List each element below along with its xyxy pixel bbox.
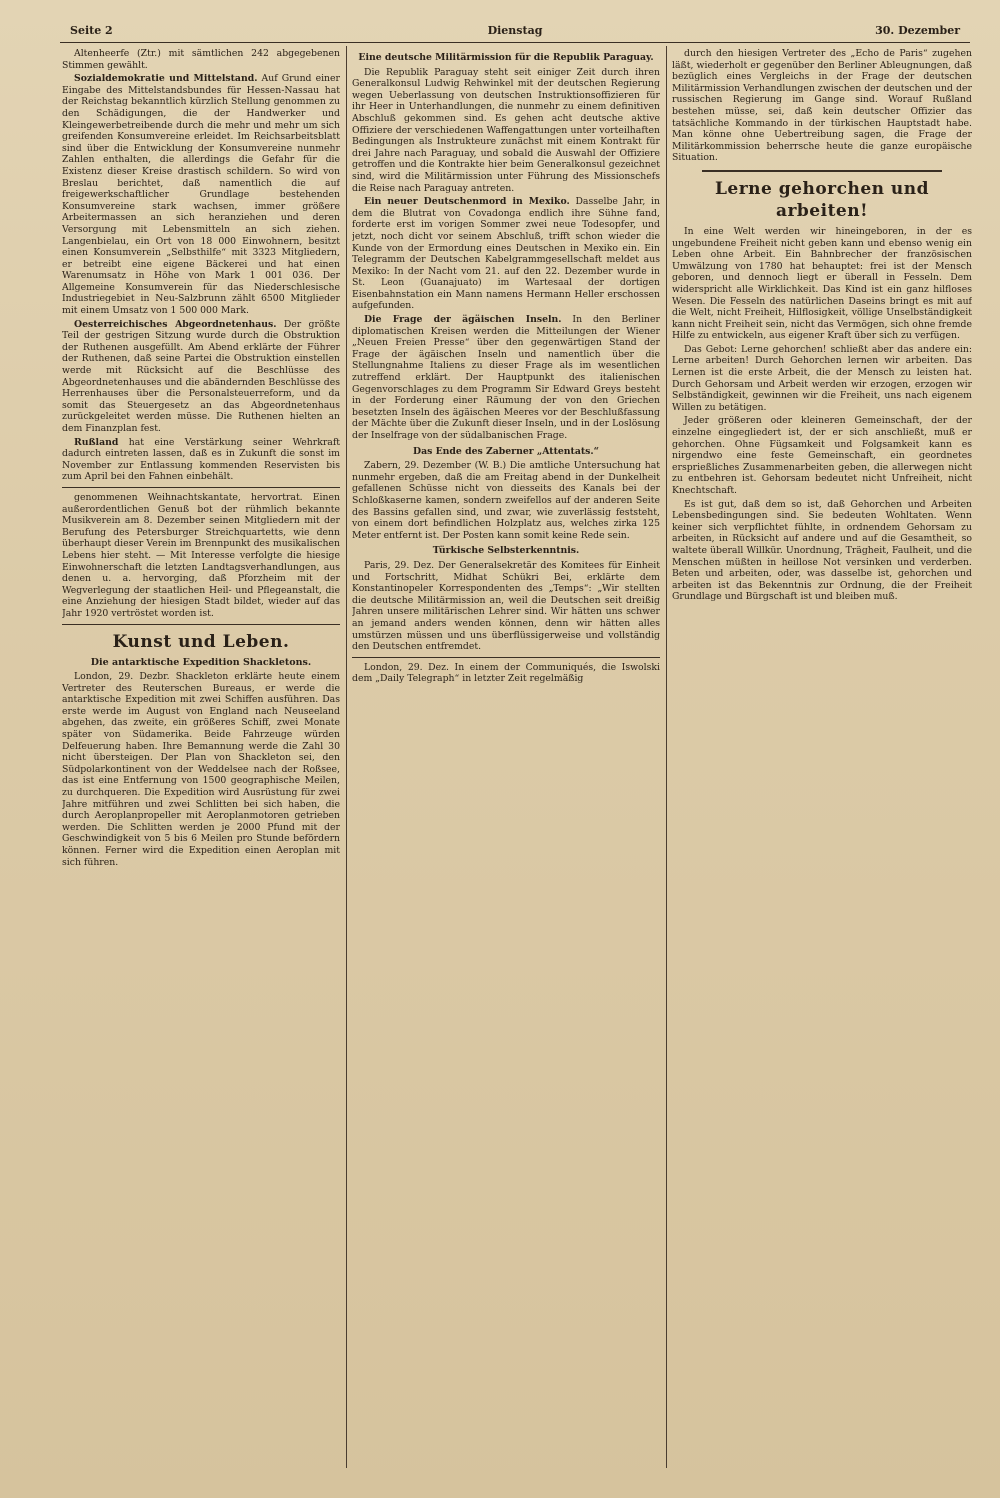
page-header [70,24,960,40]
article-text: Die Republik Paraguay steht seit einiger Zeit durch ihren Generalkonsul Ludwig Rehwinkel mit der deutschen Regierung wegen Ueberlassung von deutschen Instruktionsoffizieren für ihr Heer in Unterhandlungen, die nunmehr zu einem definitiven Abschluß gekommen sind. Es gehen acht deutsche aktive Offiziere der verschiedenen Waffengattungen unter vorteilhaften Bedingungen als Instrukteure zunächst mit einem Kontrakt für drei Jahre nach Paraguay, und sobald die Auswahl der Offiziere getroffen und die Kontrakte hier beim Generalkonsul gezeichnet sind, wird die Militärmission unter Führung des Missionschefs die Reise nach Paraguay antreten. [352,66,660,194]
section-title: Kunst und Leben. [112,631,290,652]
weekday: Dienstag [487,24,543,37]
article-heading: Das Ende des Zaberner „Attentats.“ [413,445,599,457]
date: 30. Dezember [875,24,960,37]
article-subtitle: Die antarktische Expedition Shackletons. [90,656,312,668]
article-body: Der größte Teil der gestrigen Sitzung wurde durch die Obstruktion der Ruthenen ausgefüllt. Am Abend erklärte der Führer der Ruthenen, daß seine Partei die Obstruktion einstellen werde mit Rücksicht auf die Beschlüsse des Abgeordnetenhauses und die abändernden Beschlüsse des Herrenhauses über die Personalsteuerreform, und da somit das Steuergesetz an das Abgeordnetenhaus zurückgeleitet werden müsse. Die Ruthenen hielten an dem Finanzplan fest. [62,318,340,434]
section-title: Lerne gehorchen und arbeiten! [714,178,930,221]
separator [352,657,660,658]
article-text [352,314,660,442]
article-heading: Eine deutsche Militärmission für die Republik Paraguay. [358,52,654,63]
separator [62,624,340,625]
article-text [352,196,660,312]
column-3 [672,48,972,1458]
article-text [62,437,340,483]
column-2 [352,48,660,1458]
separator [702,170,942,172]
article-text: genommenen Weihnachtskantate, hervortrat. Einen außerordentlichen Genuß bot der rühmlich bekannte Musikverein am 8. Dezember seinen Mitgliedern mit der Berufung des Petersburger Streichquartetts, wie denn überhaupt dieser Verein im Brennpunkt des musikalischen Lebens hier steht. — Mit Interesse verfolgte die hiesige Einwohnerschaft die letzten Landtagsverhandlungen, aus denen u. a. hervorging, daß Pforzheim mit der Wegverlegung der staatlichen Heil- und Pflegeanstalt, die eine Anziehung der hiesigen Stadt bildet, wieder auf das Jahr 1920 vertröstet worden ist. [62,491,340,619]
article-body: Auf Grund einer Eingabe des Mittelstandsbundes für Hessen-Nassau hat der Reichstag bekanntlich kürzlich Stellung genommen zu den Schädigungen, die der Handwerker und Kleingewerbetreibende durch die mehr und mehr um sich greifenden Konsumvereine erleidet. Im Reichsarbeitsblatt sind über die Entwicklung der Konsumvereine nunmehr Zahlen enthalten, die allerdings die Gefahr für die Existenz dieser Kreise drastisch schildern. So wird von Breslau berichtet, daß namentlich die auf freigewerkschaftlicher Grundlage bestehenden Konsumvereine stark wachsen, immer größere Arbeitermassen an sich heranziehen und deren Versorgung mit Lebensmitteln an sich ziehen. Langenbielau, ein Ort von 18 000 Einwohnern, besitzt einen Konsumverein „Selbsthilfe“ mit 3323 Mitgliedern, er betreibt eine eigene Bäckerei und hat einen Warenumsatz in Höhe von Mark 1 001 036. Der Allgemeine Konsumverein für das Niederschlesische Industriegebiet in Neu-Salzbrunn zählt 6500 Mitglieder mit einem Umsatz von 1 500 000 Mark. [62,73,340,317]
article-heading: Ein neuer Deutschenmord in Mexiko. [364,196,570,208]
article-text: Zabern, 29. Dezember (W. B.) Die amtliche Untersuchung hat nunmehr ergeben, daß die am Freitag abend in der Dunkelheit gefallenen Schüsse nicht von diesseits des Kanals bei der Schloßkaserne kamen, sondern zweifellos auf der anderen Seite des Bassins gefallen sind, und zwar, wie zuverlässig feststeht, von einem dort befindlichen Holzplatz aus, welches zirka 125 Meter entfernt ist. Der Posten kann somit keine Rede sein. [352,460,660,541]
page-number: Seite 2 [70,24,113,37]
article-text: London, 29. Dezbr. Shackleton erklärte heute einem Vertreter des Reuterschen Bureaus, er werde die antarktische Expedition mit zwei Schiffen ausführen. Das erste werde im August von England nach Neuseeland abgehen, das zweite, ein größeres Schiff, zwei Monate später von Südamerika. Beide Fahrzeuge würden Delfeuerung haben. Ihre Bemannung werde die Zahl 30 nicht übersteigen. Der Plan von Shackleton sei, den Südpolarkontinent von der Weddelsee nach der Roßsee, das ist eine Entfernung von 1500 geographische Meilen, zu durchqueren. Die Expedition wird Ausrüstung für zwei Jahre mitführen und zwei Schlitten bei sich haben, die durch Aeroplanpropeller mit Aeroplanmotoren getrieben werden. Die Schlitten werden je 2000 Pfund mit der Geschwindigkeit von 5 bis 6 Meilen pro Stunde befördern können. Ferner wird die Expedition einen Aeroplan mit sich führen. [62,671,340,868]
article-heading: Oesterreichisches Abgeordnetenhaus. [74,318,277,330]
article-text: Paris, 29. Dez. Der Generalsekretär des Komitees für Einheit und Fortschritt, Midhat Schükri Bei, erklärte dem Konstantinopeler Korrespondenten des „Temps“: „Wir stellten die deutsche Militärmission an, weil die Deutschen seit dreißig Jahren unsere militärischen Lehrer sind. Wir hätten uns schwer an jemand anders wenden können, denn wir hätten alles umstürzen müssen und uns überflüssigerweise und vollständig den Deutschen entfremdet. [352,559,660,653]
article-heading: Rußland [74,436,119,448]
article-heading: Die Frage der ägäischen Inseln. [364,314,562,326]
article-text: Jeder größeren oder kleineren Gemeinschaft, der der einzelne eingegliedert ist, der er sich anschließt, muß er gehorchen. Ohne Fügsamkeit und Folgsamkeit kann es nirgendwo eine feste Gemeinschaft, ein geordnetes ersprießliches Zusammenarbeiten geben, die allerwegen nicht zu entbehren ist. Gehorsam bedeutet nicht Unfreiheit, nicht Knechtschaft. [672,415,972,496]
article-text: Es ist gut, daß dem so ist, daß Gehorchen und Arbeiten Lebensbedingungen sind. Sie bedeuten Wohltaten. Wenn keiner sich verpflichtet fühlte, in ordnendem Gehorsam zu arbeiten, in Rücksicht auf andere und auf die Gesamtheit, so waltete überall Willkür. Unordnung, Trägheit, Faulheit, und die Menschen müßten in heillose Not versinken und verderben. Beten und arbeiten, oder, was dasselbe ist, gehorchen und arbeiten ist das Bekenntnis zur Ordnung, die der Freiheit Grundlage und Bürgschaft ist und bleiben muß. [672,498,972,603]
article-text: durch den hiesigen Vertreter des „Echo de Paris“ zugehen läßt, wiederholt er gegenüber den Berliner Ableugnungen, daß bezüglich eines Vergleichs in der Frage der deutschen Militärmission Verhandlungen zwischen der deutschen und der russischen Regierung im Gange sind. Worauf Rußland bestehen müsse, sei, daß kein deutscher Offizier das tatsächliche Kommando in der türkischen Hauptstadt habe. Man könne ohne Uebertreibung sagen, die Frage der Militärkommission beherrsche heute die ganze europäische Situation. [672,48,972,164]
article-text [62,73,340,316]
header-rule [60,42,970,43]
article-heading: Sozialdemokratie und Mittelstand. [74,73,258,85]
column-divider-2 [666,46,667,1468]
column-1 [62,48,340,1458]
article-text [62,319,340,435]
article-text: Das Gebot: Lerne gehorchen! schließt aber das andere ein: Lerne arbeiten! Durch Gehorchen lernen wir arbeiten. Das Lernen ist die erste Arbeit, die der Mensch zu leisten hat. Durch Gehorsam und Arbeit werden wir erzogen, erzogen wir Selbständigkeit, gewinnen wir die Freiheit, uns nach eigenem Willen zu betätigen. [672,343,972,413]
column-divider-1 [346,46,347,1468]
article-body: Dasselbe Jahr, in dem die Blutrat von Covadonga endlich ihre Sühne fand, forderte erst im vorigen Sommer zwei neue Todesopfer, und jetzt, noch dicht vor seinem Abschluß, trifft schon wieder die Kunde von der Ermordung eines Deutschen in Mexiko ein. Ein Telegramm der Deutschen Kabelgrammgesellschaft meldet aus Mexiko: In der Nacht vom 21. auf den 22. Dezember wurde in St. Leon (Guanajuato) im Wartesaal der dortigen Eisenbahnstation ein Mann namens Hermann Heller erschossen aufgefunden. [352,196,660,312]
article-text: Altenheerfe (Ztr.) mit sämtlichen 242 abgegebenen Stimmen gewählt. [62,48,340,71]
article-text: London, 29. Dez. In einem der Communiqués, die Iswolski dem „Daily Telegraph“ in letzter Zeit regelmäßig [352,661,660,685]
article-body: hat eine Verstärkung seiner Wehrkraft dadurch eintreten lassen, daß es in Zukunft die sonst im November zur Entlassung kommenden Reservisten bis zum April bei den Fahnen einbehält. [62,436,340,483]
separator [62,487,340,488]
article-heading: Türkische Selbsterkenntnis. [432,545,580,557]
article-body: In den Berliner diplomatischen Kreisen werden die Mitteilungen der Wiener „Neuen Freien Presse“ über den gegenwärtigen Stand der Frage der ägäischen Inseln und namentlich über die Stellungnahme Italiens zu dieser Frage als im wesentlichen zutreffend erklärt. Der Hauptpunkt des italienischen Gegenvorschlages zu dem Programm Sir Edward Greys besteht in der Forderung einer Räumung der von den Griechen besetzten Inseln des ägäischen Meeres vor der Beschlußfassung der Mächte über die Zukunft dieser Inseln, und in der Loslösung der Inselfrage von der südalbanischen Frage. [352,314,660,441]
article-text: In eine Welt werden wir hineingeboren, in der es ungebundene Freiheit nicht geben kann und ebenso wenig ein Leben ohne Arbeit. Ein Bahnbrecher der französischen Umwälzung von 1780 hat behauptet: frei ist der Mensch geboren, und dennoch liegt er überall in Fesseln. Dem widerspricht alle Wirklichkeit. Das Kind ist ein ganz hilfloses Wesen. Die Fesseln des natürlichen Daseins bringt es mit auf die Welt, nicht Freiheit, Hilflosigkeit, völlige Unselbständigkeit kann nicht Freiheit sein, nicht das Vermögen, sich ohne fremde Hilfe zu entwickeln, aus eigener Kraft über sich zu verfügen. [672,225,972,342]
